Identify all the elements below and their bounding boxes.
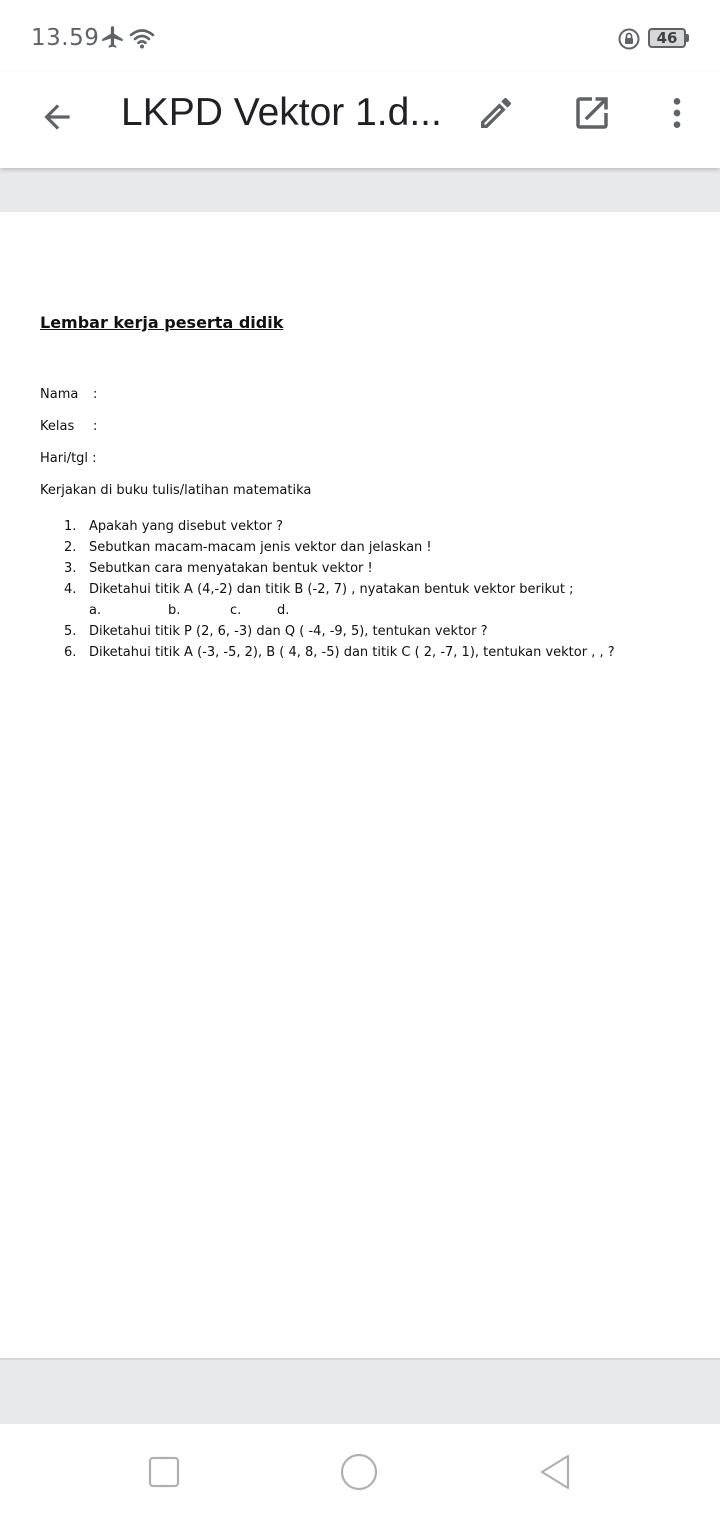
app-bar xyxy=(0,72,720,168)
airplane-icon xyxy=(100,25,126,51)
question-text: Diketahui titik A (4,-2) dan titik B (-2, 7) , nyatakan bentuk vektor berikut ; xyxy=(89,582,574,597)
more-vert-icon xyxy=(657,93,697,133)
question-number: 5. xyxy=(64,624,77,639)
document-heading: Lembar kerja peserta didik xyxy=(40,313,284,332)
home-button[interactable] xyxy=(339,1452,379,1492)
battery-level: 46 xyxy=(656,29,678,47)
field-nama xyxy=(40,387,98,402)
field-label: Nama xyxy=(40,387,79,402)
back-triangle-icon xyxy=(536,1453,574,1491)
edit-button[interactable] xyxy=(469,86,523,140)
question-number: 3. xyxy=(64,561,77,576)
document-title: LKPD Vektor 1.d... xyxy=(121,91,442,134)
list-item xyxy=(64,539,615,560)
field-colon: : xyxy=(93,419,98,434)
open-in-app-button[interactable] xyxy=(565,86,619,140)
question-text: Sebutkan cara menyatakan bentuk vektor ! xyxy=(89,561,373,576)
list-item xyxy=(64,560,615,581)
back-arrow-icon xyxy=(38,98,76,136)
back-nav-button[interactable] xyxy=(535,1452,575,1492)
battery-icon xyxy=(648,28,686,48)
recents-square-icon xyxy=(147,1455,181,1489)
field-hari-tgl xyxy=(40,451,97,466)
question-number: 1. xyxy=(64,519,77,534)
list-item xyxy=(64,581,615,602)
option-a: a. xyxy=(89,603,102,618)
document-page[interactable] xyxy=(0,212,720,1358)
field-label: Kelas xyxy=(40,419,75,434)
question-list xyxy=(64,518,615,665)
more-options-button[interactable] xyxy=(650,86,704,140)
option-d: d. xyxy=(277,603,290,618)
status-time: 13.59 xyxy=(31,25,100,51)
list-item xyxy=(64,518,615,539)
battery-nub xyxy=(686,34,689,42)
system-nav-bar xyxy=(0,1424,720,1520)
instruction-text: Kerjakan di buku tulis/latihan matematika xyxy=(40,483,312,498)
option-c: c. xyxy=(230,603,242,618)
question-number: 6. xyxy=(64,645,77,660)
back-button[interactable] xyxy=(30,90,84,144)
document-gutter-bottom xyxy=(0,1358,720,1424)
field-colon: : xyxy=(93,387,98,402)
open-external-icon xyxy=(571,92,613,134)
field-kelas xyxy=(40,419,98,434)
question-text: Apakah yang disebut vektor ? xyxy=(89,519,284,534)
question-number: 4. xyxy=(64,582,77,597)
option-b: b. xyxy=(168,603,181,618)
question-text: Sebutkan macam-macam jenis vektor dan jelaskan ! xyxy=(89,540,432,555)
question-number: 2. xyxy=(64,540,77,555)
lock-rotation-icon xyxy=(617,27,641,51)
field-label: Hari/tgl : xyxy=(40,451,97,466)
document-gutter-top xyxy=(0,168,720,212)
question-text: Diketahui titik A (-3, -5, 2), B ( 4, 8, -5) dan titik C ( 2, -7, 1), tentukan vektor , , ? xyxy=(89,645,615,660)
wifi-icon xyxy=(128,26,156,50)
recents-button[interactable] xyxy=(144,1452,184,1492)
home-circle-icon xyxy=(339,1452,379,1492)
question-4-options xyxy=(64,602,615,623)
status-bar xyxy=(0,0,720,72)
pencil-icon xyxy=(476,93,516,133)
list-item xyxy=(64,623,615,644)
list-item xyxy=(64,644,615,665)
question-text: Diketahui titik P (2, 6, -3) dan Q ( -4, -9, 5), tentukan vektor ? xyxy=(89,624,488,639)
